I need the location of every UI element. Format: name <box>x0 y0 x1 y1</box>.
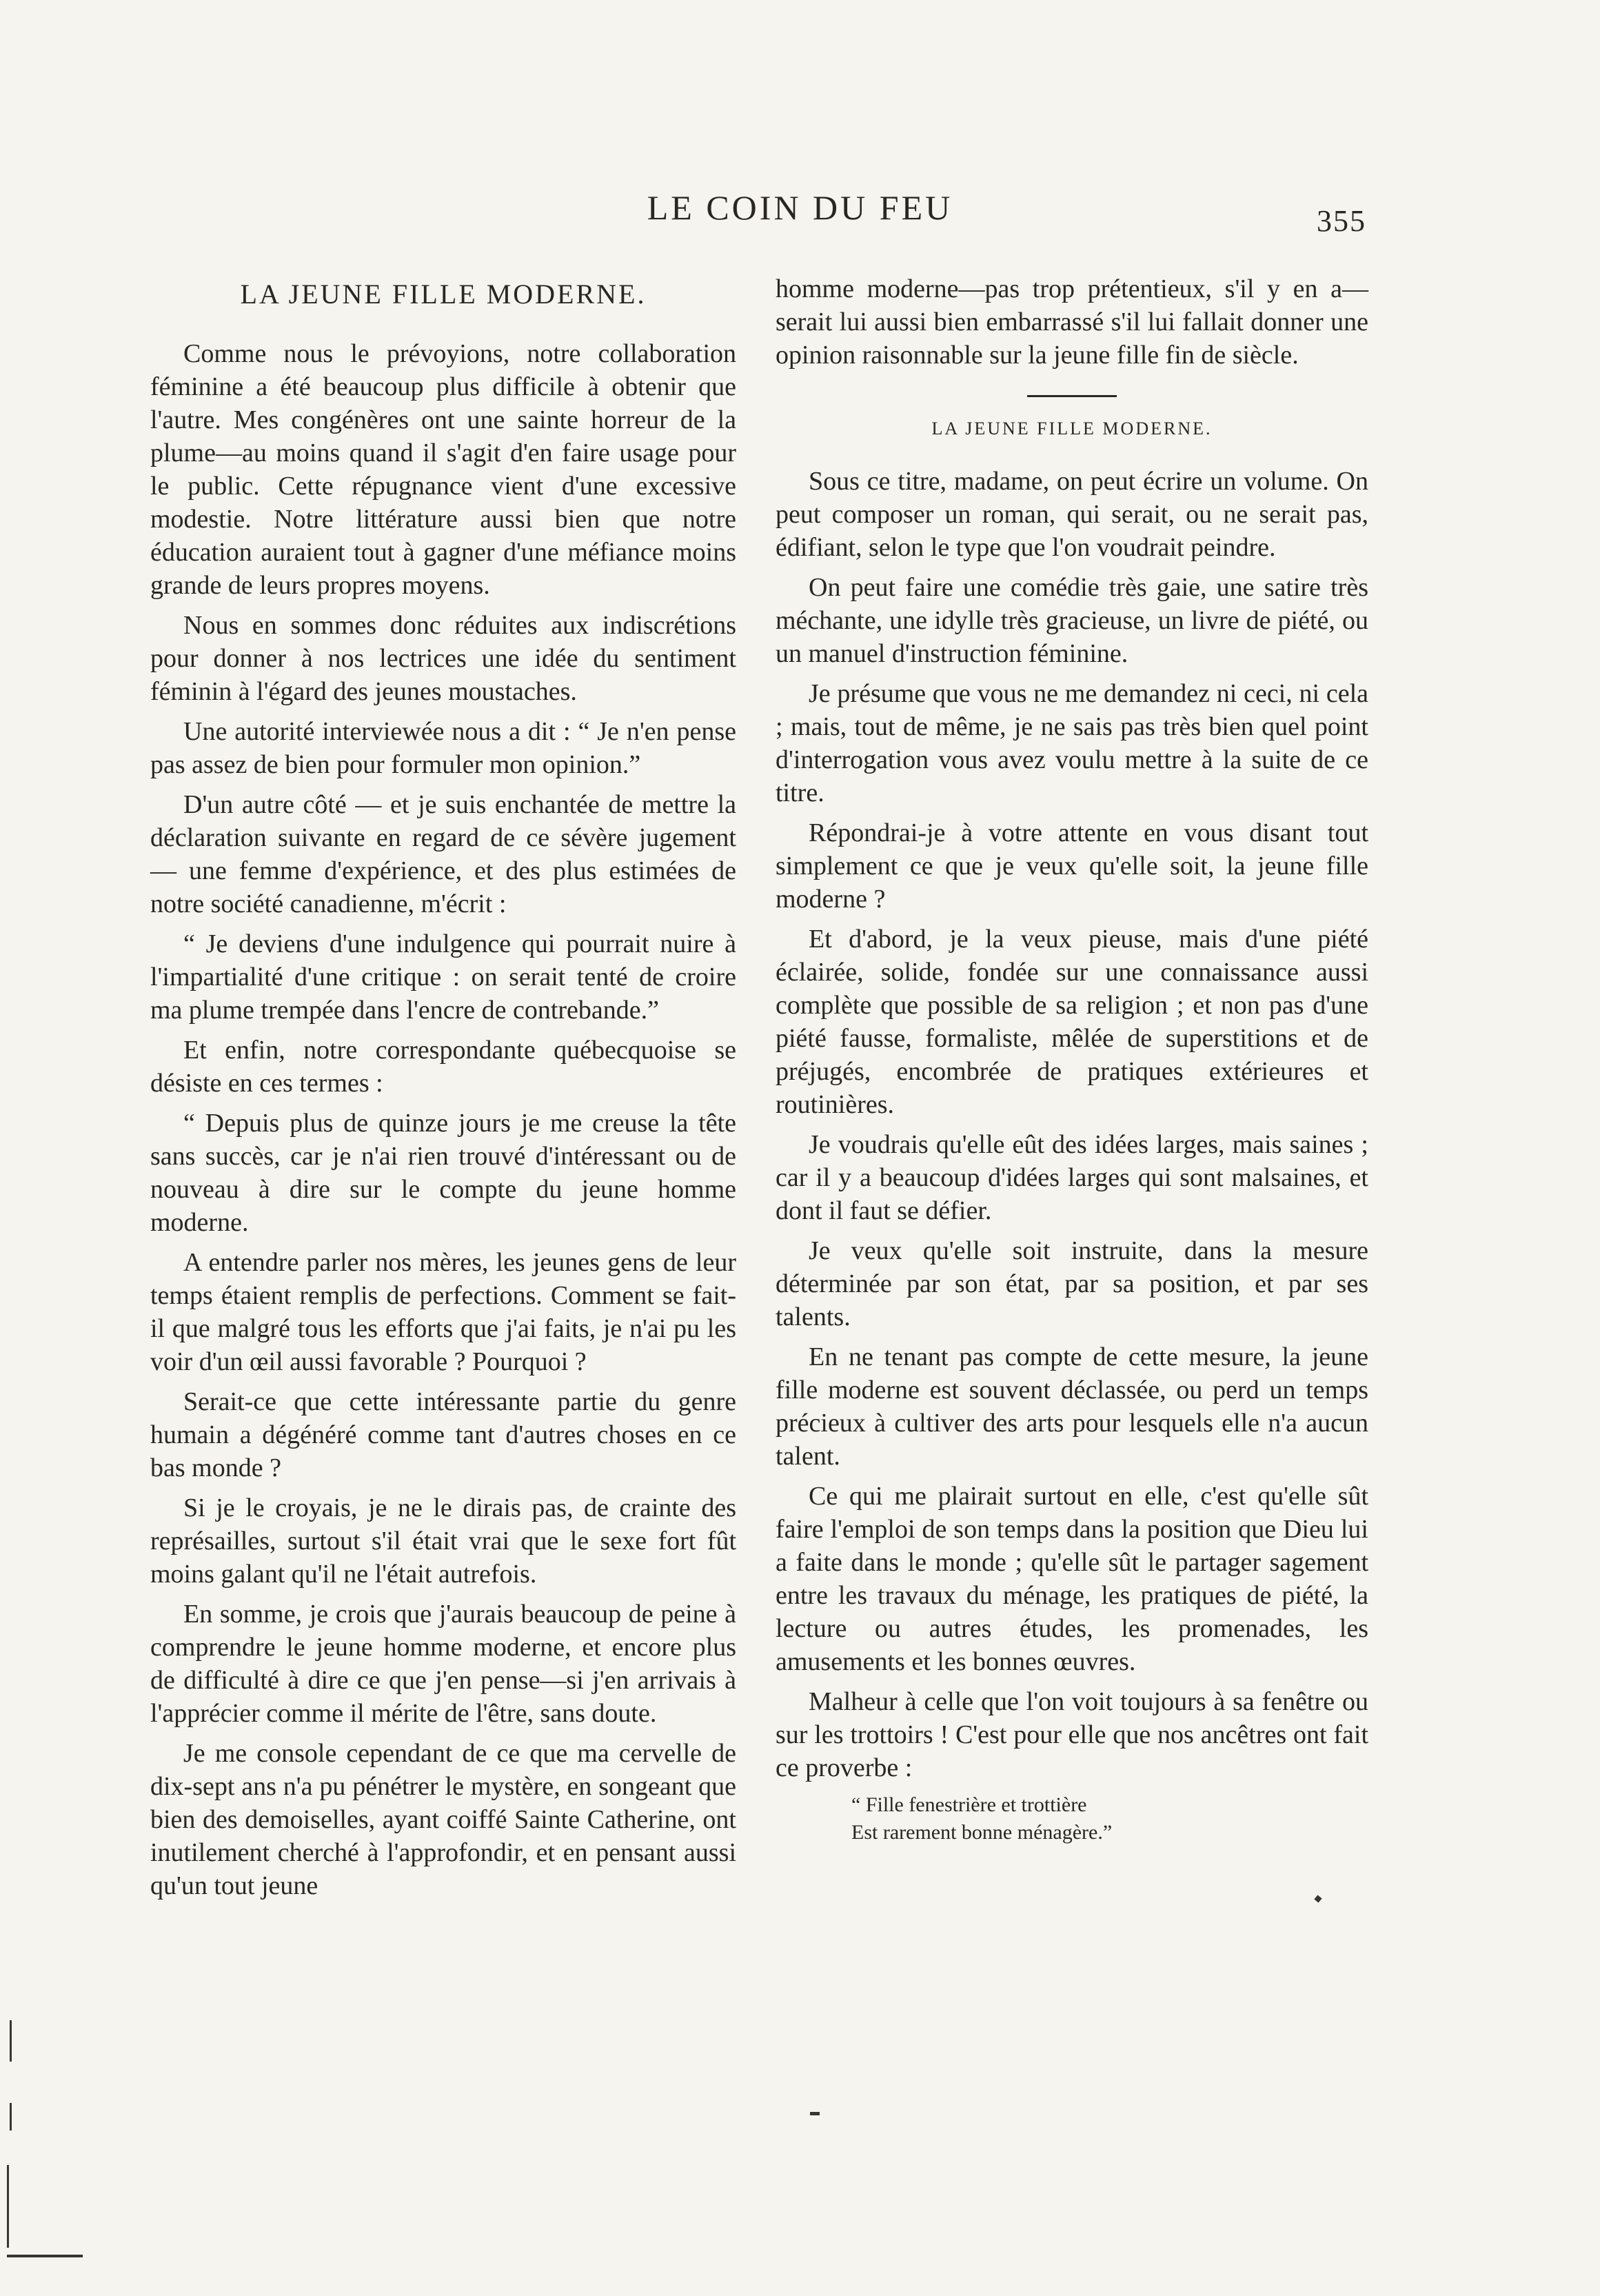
paragraph: Et d'abord, je la veux pieuse, mais d'une piété éclairée, solide, fondée sur une connaissance aussi complète que possible de sa religion ; et non pas d'une piété fausse, formaliste, mêlée de superstitions et de préjugés, encombrée de pratiques extérieures et routinières. <box>776 925 1368 1119</box>
page-number: 355 <box>1317 204 1366 238</box>
margin-mark <box>7 2255 83 2257</box>
paragraph: Nous en sommes donc réduites aux indiscrétions pour donner à nos lectrices une idée du sentiment féminin à l'égard des jeunes moustaches. <box>150 611 736 706</box>
paragraph: Je présume que vous ne me demandez ni ceci, ni cela ; mais, tout de même, je ne sais pas très bien quel point d'interrogation vous avez voulu mettre à la suite de ce titre. <box>776 679 1368 807</box>
paragraph: Si je le croyais, je ne le dirais pas, de crainte des représailles, surtout s'il était vrai que le sexe fort fût moins galant qu'il ne l'était autrefois. <box>150 1493 736 1589</box>
paragraph: Et enfin, notre correspondante québecquoise se désiste en ces termes : <box>150 1036 736 1098</box>
paragraph: Malheur à celle que l'on voit toujours à sa fenêtre ou sur les trottoirs ! C'est pour elle que nos ancêtres ont fait ce proverbe : <box>776 1687 1368 1782</box>
paragraph: Je veux qu'elle soit instruite, dans la mesure déterminée par son état, par sa position, et par ses talents. <box>776 1236 1368 1331</box>
article-title: LA JEUNE FILLE MODERNE. <box>240 279 647 310</box>
paragraph: Serait-ce que cette intéressante partie du genre humain a dégénéré comme tant d'autres choses en ce bas monde ? <box>150 1387 736 1482</box>
paragraph: Répondrai-je à votre attente en vous disant tout simplement ce que je veux qu'elle soit, la jeune fille moderne ? <box>776 818 1368 914</box>
paragraph: “ Depuis plus de quinze jours je me creuse la tête sans succès, car je n'ai rien trouvé d'intéressant ou de nouveau à dire sur le compte du jeune homme moderne. <box>150 1109 736 1237</box>
paragraph: Comme nous le prévoyions, notre collaboration féminine a été beaucoup plus difficile à obtenir que l'autre. Mes congénères ont une sainte horreur de la plume—au moins quand il s'agit d'en faire usage pour le public. Cette répugnance vient d'une excessive modestie. Notre littérature aussi bien que notre éducation auraient tout à gagner d'une méfiance moins grande de leurs propres moyens. <box>150 339 736 600</box>
proverb-quote <box>776 1791 1368 1846</box>
paragraph: On peut faire une comédie très gaie, une satire très méchante, une idylle très gracieuse, un livre de piété, ou un manuel d'instruction féminine. <box>776 573 1368 668</box>
paragraph: “ Je deviens d'une indulgence qui pourrait nuire à l'impartialité d'une critique : on serait tenté de croire ma plume trempée dans l'encre de contrebande.” <box>150 929 736 1025</box>
margin-mark <box>10 2020 12 2062</box>
paragraph: Ce qui me plairait surtout en elle, c'est qu'elle sût faire l'emploi de son temps dans la position que Dieu lui a faite dans le monde ; qu'elle sût le partager sagement entre les travaux du ménage, les pratiques de piété, la lecture ou autres études, les promenades, les amusements et les bonnes œuvres. <box>776 1482 1368 1676</box>
left-column <box>150 272 736 1909</box>
paragraph: D'un autre côté — et je suis enchantée de mettre la déclaration suivante en regard de ce sévère jugement — une femme d'expérience, et des plus estimées de notre société canadienne, m'écrit : <box>150 790 736 918</box>
continued-paragraph: homme moderne—pas trop prétentieux, s'il y en a—serait lui aussi bien embarrassé s'il lui fallait donner une opinion raisonnable sur la jeune fille fin de siècle. <box>776 274 1368 370</box>
scan-speck <box>810 2112 820 2115</box>
paragraph: A entendre parler nos mères, les jeunes gens de leur temps étaient remplis de perfections. Comment se fait-il que malgré tous les efforts que j'ai faits, je n'ai pu les voir d'un œil aussi favorable ? Pourquoi ? <box>150 1248 736 1376</box>
proverb-line: Est rarement bonne ménagère.” <box>851 1821 1113 1844</box>
paragraph: En somme, je crois que j'aurais beaucoup de peine à comprendre le jeune homme moderne, et encore plus de difficulté à dire ce que j'en pense—si j'en arrivais à l'apprécier comme il mérite de l'être, sans doute. <box>150 1600 736 1728</box>
paragraph: Une autorité interviewée nous a dit : “ Je n'en pense pas assez de bien pour formuler mon opinion.” <box>150 717 736 779</box>
paragraph: Sous ce titre, madame, on peut écrire un volume. On peut composer un roman, qui serait, ou ne serait pas, édifiant, selon le type que l'on voudrait peindre. <box>776 467 1368 562</box>
proverb-line: “ Fille fenestrière et trottière <box>851 1793 1087 1816</box>
margin-mark <box>10 2103 12 2131</box>
right-column <box>776 272 1368 1846</box>
running-head: LE COIN DU FEU <box>647 188 953 227</box>
margin-mark <box>7 2165 9 2248</box>
paragraph: Je me console cependant de ce que ma cervelle de dix-sept ans n'a pu pénétrer le mystère, en songeant que bien des demoiselles, ayant coiffé Sainte Catherine, ont inutilement cherché à l'approfondir, et en pensant aussi qu'un tout jeune <box>150 1739 736 1900</box>
scan-speck <box>1314 1895 1321 1902</box>
section-subtitle: LA JEUNE FILLE MODERNE. <box>931 419 1213 439</box>
paragraph: En ne tenant pas compte de cette mesure, la jeune fille moderne est souvent déclassée, ou perd un temps précieux à cultiver des arts pour lesquels elle n'a aucun talent. <box>776 1342 1368 1471</box>
paragraph: Je voudrais qu'elle eût des idées larges, mais saines ; car il y a beaucoup d'idées larges qui sont malsaines, et dont il faut se défier. <box>776 1130 1368 1225</box>
section-divider <box>1027 395 1117 397</box>
